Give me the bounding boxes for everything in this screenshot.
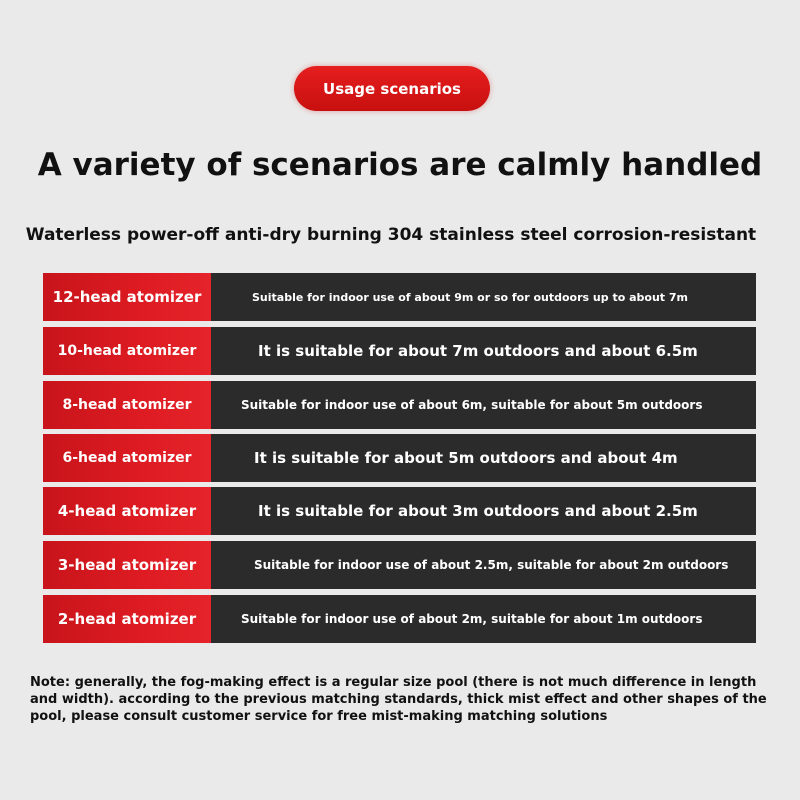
page-title: A variety of scenarios are calmly handled xyxy=(37,147,763,183)
table-row xyxy=(43,541,756,589)
row-label: 6-head atomizer xyxy=(43,434,211,482)
table-row xyxy=(43,381,756,429)
table-row xyxy=(43,434,756,482)
table-row xyxy=(43,595,756,643)
row-label: 2-head atomizer xyxy=(43,595,211,643)
row-label: 10-head atomizer xyxy=(43,327,211,375)
row-description: It is suitable for about 5m outdoors and about 4m xyxy=(211,434,756,482)
table-row xyxy=(43,327,756,375)
row-label: 8-head atomizer xyxy=(43,381,211,429)
usage-scenarios-badge: Usage scenarios xyxy=(294,66,490,111)
row-label: 12-head atomizer xyxy=(43,273,211,321)
footnote: Note: generally, the fog-making effect is a regular size pool (there is not much difference in length and width). according to the previous matching standards, thick mist effect and other shapes of the pool, please consult customer service for free mist-making matching solutions xyxy=(30,675,767,724)
table-row xyxy=(43,273,756,321)
row-description: Suitable for indoor use of about 2.5m, suitable for about 2m outdoors xyxy=(211,541,756,589)
row-description: It is suitable for about 7m outdoors and about 6.5m xyxy=(211,327,756,375)
row-description: Suitable for indoor use of about 2m, suitable for about 1m outdoors xyxy=(211,595,756,643)
row-description: Suitable for indoor use of about 9m or so for outdoors up to about 7m xyxy=(211,273,756,321)
page-subtitle: Waterless power-off anti-dry burning 304 stainless steel corrosion-resistant xyxy=(25,225,757,245)
row-description: Suitable for indoor use of about 6m, suitable for about 5m outdoors xyxy=(211,381,756,429)
table-row xyxy=(43,487,756,535)
row-description: It is suitable for about 3m outdoors and about 2.5m xyxy=(211,487,756,535)
row-label: 3-head atomizer xyxy=(43,541,211,589)
row-label: 4-head atomizer xyxy=(43,487,211,535)
